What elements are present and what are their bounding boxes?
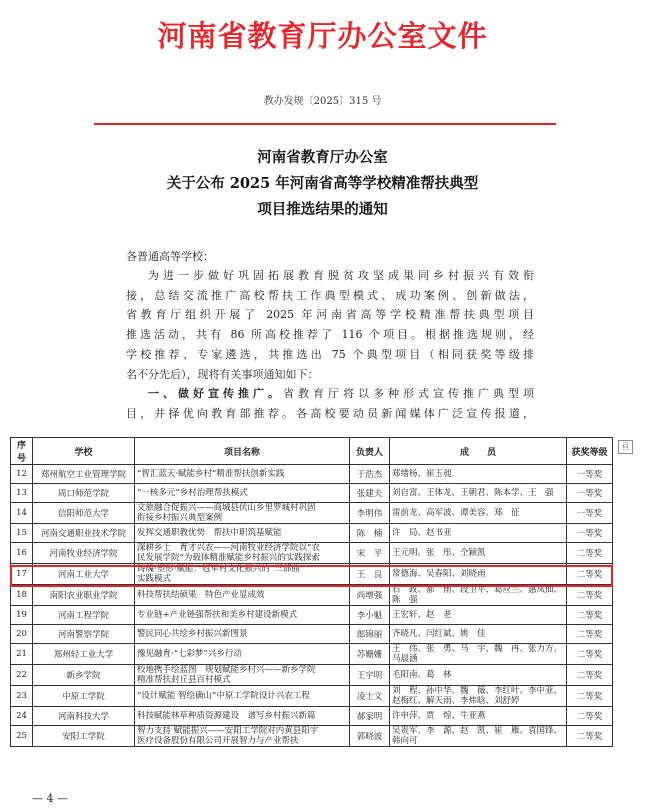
cell-project-line: 民发展学院”为载体精准赋能乡村振兴的实践探索 xyxy=(137,553,320,563)
cell-project xyxy=(135,465,350,484)
table-row xyxy=(11,564,613,585)
cell-project xyxy=(135,665,350,686)
cell-members xyxy=(390,524,567,543)
body-paragraph xyxy=(126,266,534,424)
cell-award: 二等奖 xyxy=(567,707,613,726)
cell-school: 河南牧业经济学院 xyxy=(33,543,135,564)
cell-school: 河南交通职业技术学院 xyxy=(33,524,135,543)
notice-title-line-1: 河南省教育厅办公室 xyxy=(257,149,388,166)
cell-members xyxy=(390,484,567,503)
cell-leader: 陈 楠 xyxy=(350,524,390,543)
cell-members-line: 吴贵军、李 源、赵 凯、崔 雁、袁国锋、 xyxy=(392,726,563,736)
header-award: 获奖等级 xyxy=(567,438,613,465)
cell-members-line: 郑绪杨、崔玉昶 xyxy=(392,469,452,479)
cell-school: 中原工学院 xyxy=(33,686,135,707)
body-line: 省教育厅组织开展了 2025 年河南省高等学校精准帮扶典型项目 xyxy=(126,308,534,322)
cell-members-line: 刘 程、孙中华、魏 薇、李红叶、李中亚、 xyxy=(392,686,563,696)
cell-members-line: 王宏轩、赵 老 xyxy=(392,610,452,620)
document-number: 教办发规〔2025〕315 号 xyxy=(263,96,382,107)
table-row xyxy=(11,707,613,726)
section-1-heading: 一、做好宣传推广。 xyxy=(148,387,283,401)
section-1-text: 省教育厅将以多种形式宣传推广典型项 xyxy=(283,387,534,401)
document-red-header: 河南省教育厅办公室文件 xyxy=(157,19,488,53)
table-row xyxy=(11,726,613,747)
cell-members-line: 刘自富、王体龙、王朝君、陈本学、王 强 xyxy=(392,488,554,498)
table-body xyxy=(11,465,613,747)
table-side-icon[interactable]: 亘 xyxy=(618,440,633,454)
header-no: 序号 xyxy=(11,438,33,465)
cell-school: 河南科技大学 xyxy=(33,707,135,726)
cell-project xyxy=(135,644,350,665)
cell-members xyxy=(390,564,567,585)
cell-members-line: 王 伟、张 勇、马 宇、魏 冉、张力方、 xyxy=(392,644,563,654)
salutation: 各普通高等学校： xyxy=(126,250,214,263)
cell-award: 二等奖 xyxy=(567,686,613,707)
cell-members-line: 王元明、张 彤、仝颖凯 xyxy=(392,548,486,558)
header-project: 项目名称 xyxy=(135,438,350,465)
cell-project-line: 科技赋能林草种质资源建设 谱写乡村振兴新篇 xyxy=(137,711,316,721)
body-line: 学校推荐、专家遴选，共推选出 75 个典型项目（相同获奖等级排 xyxy=(126,347,534,361)
cell-project-line: 发挥交通职教优势 帮扶中职筑基赋能 xyxy=(137,528,282,538)
cell-members xyxy=(390,606,567,625)
cell-members-line: 许 局、赵书亚 xyxy=(392,528,452,538)
cell-no: 19 xyxy=(11,606,33,625)
cell-award: 二等奖 xyxy=(567,625,613,644)
cell-project-line: 文旅融合促振兴——商城县伏山乡里罗城村巩固 xyxy=(137,503,316,513)
cell-school: 河南工业大学 xyxy=(33,564,135,585)
cell-no: 12 xyxy=(11,465,33,484)
header-leader: 负责人 xyxy=(350,438,390,465)
cell-members xyxy=(390,707,567,726)
cell-school: 信阳师范大学 xyxy=(33,503,135,524)
cell-leader: 苏姗姗 xyxy=(350,644,390,665)
cell-leader: 郭晓波 xyxy=(350,726,390,747)
table-row xyxy=(11,606,613,625)
cell-members xyxy=(390,465,567,484)
cell-project-line: “一核多元”乡村治理帮扶模式 xyxy=(137,488,248,498)
cell-no: 13 xyxy=(11,484,33,503)
cell-members xyxy=(390,543,567,564)
cell-members xyxy=(390,585,567,606)
cell-no: 23 xyxy=(11,686,33,707)
cell-project-line: “设计赋能 智绘确山”中原工学院设计兴农工程 xyxy=(137,691,310,701)
cell-project xyxy=(135,606,350,625)
award-table-container xyxy=(10,437,612,747)
cell-no: 24 xyxy=(11,707,33,726)
cell-members-line: 陈 强 xyxy=(392,595,418,605)
body-line: 接，总结交流推广高校帮扶工作典型模式、成功案例、创新做法， xyxy=(126,288,534,302)
cell-project-line: 铸魂·塑形·赋能：冠军村文化振兴的“三部曲” xyxy=(137,564,305,574)
header-school: 学校 xyxy=(33,438,135,465)
cell-school: 新乡学院 xyxy=(33,665,135,686)
body-line: 推选活动，共有 86 所高校推荐了 116 个项目。根据推选规则，经 xyxy=(126,328,534,342)
cell-members-line: 齐晓凡、闫红斌、姚 佳 xyxy=(392,629,486,639)
red-divider-line xyxy=(94,123,556,125)
cell-leader: 王 良 xyxy=(350,564,390,585)
table-row xyxy=(11,686,613,707)
cell-leader: 张建夫 xyxy=(350,484,390,503)
cell-project xyxy=(135,625,350,644)
cell-project-line: 豫见融育·“七彩梦”兴乡行动 xyxy=(137,649,242,659)
cell-school: 安阳工学院 xyxy=(33,726,135,747)
cell-members-line: 韩向可 xyxy=(392,736,418,746)
cell-members xyxy=(390,625,567,644)
cell-award: 二等奖 xyxy=(567,585,613,606)
cell-leader: 凌士文 xyxy=(350,686,390,707)
cell-no: 18 xyxy=(11,585,33,606)
cell-project xyxy=(135,503,350,524)
cell-project xyxy=(135,707,350,726)
cell-members-line: 雷前龙、高军波、谭美容、郑 征 xyxy=(392,508,520,518)
notice-title-line-2: 关于公布 2025 年河南省高等学校精准帮扶典型 xyxy=(166,175,479,192)
cell-no: 25 xyxy=(11,726,33,747)
cell-project-line: 衔接乡村振兴典型案例 xyxy=(137,513,223,523)
cell-award: 一等奖 xyxy=(567,484,613,503)
cell-leader: 宋 平 xyxy=(350,543,390,564)
cell-members-line: 石 政、郝 雨、段卫平、葛应兰、惠凤仙、 xyxy=(392,585,563,595)
cell-members xyxy=(390,686,567,707)
cell-leader: 李明伟 xyxy=(350,503,390,524)
cell-no: 20 xyxy=(11,625,33,644)
cell-award: 二等奖 xyxy=(567,644,613,665)
cell-project xyxy=(135,585,350,606)
cell-members-line: 许申萍、贾 煌、牛亚燕 xyxy=(392,711,486,721)
cell-project-line: 智力支持 赋能振兴——安阳工学院对内黄县阳宇 xyxy=(137,726,319,736)
cell-no: 15 xyxy=(11,524,33,543)
cell-award: 二等奖 xyxy=(567,606,613,625)
cell-leader: 郎锦丽 xyxy=(350,625,390,644)
cell-project xyxy=(135,524,350,543)
cell-project-line: 医疗设备股份有限公司开展智力与产业帮扶 xyxy=(137,736,299,746)
cell-school: 河南警察学院 xyxy=(33,625,135,644)
cell-award: 一等奖 xyxy=(567,465,613,484)
cell-no: 22 xyxy=(11,665,33,686)
cell-award: 二等奖 xyxy=(567,564,613,585)
cell-no: 17 xyxy=(11,564,33,585)
cell-no: 21 xyxy=(11,644,33,665)
table-row xyxy=(11,644,613,665)
cell-award: 二等奖 xyxy=(567,726,613,747)
cell-project xyxy=(135,543,350,564)
cell-school: 南阳农业职业学院 xyxy=(33,585,135,606)
cell-award: 二等奖 xyxy=(567,543,613,564)
cell-project xyxy=(135,564,350,585)
cell-school: 郑州轻工业大学 xyxy=(33,644,135,665)
cell-leader: 郝家明 xyxy=(350,707,390,726)
table-row xyxy=(11,503,613,524)
cell-project-line: 校地携手绘蓝图 规划赋能乡村兴——新乡学院 xyxy=(137,665,316,675)
section-1-line-2: 目，并择优向教育部推荐。各高校要动员新闻媒体广泛宣传报道， xyxy=(126,406,534,420)
cell-project-line: 实践模式 xyxy=(137,574,172,584)
table-row xyxy=(11,524,613,543)
cell-leader: 王宇明 xyxy=(350,665,390,686)
cell-project-line: 精准帮扶封丘县百村模式 xyxy=(137,675,231,685)
cell-project-line: 深耕乡土 育才兴农——河南牧业经济学院以“农 xyxy=(137,543,320,553)
cell-members xyxy=(390,503,567,524)
table-header-row xyxy=(11,438,613,465)
section-1-line xyxy=(126,384,534,404)
cell-award: 一等奖 xyxy=(567,524,613,543)
cell-leader: 尚增强 xyxy=(350,585,390,606)
cell-members xyxy=(390,726,567,747)
cell-no: 16 xyxy=(11,543,33,564)
cell-school: 郑州航空工业管理学院 xyxy=(33,465,135,484)
page-number: — 4 — xyxy=(32,792,68,805)
table-row xyxy=(11,625,613,644)
header-members: 成 员 xyxy=(390,438,567,465)
cell-members-line: 常德海、吴春阳、刘晓雨 xyxy=(392,569,486,579)
cell-leader: 于浩杰 xyxy=(350,465,390,484)
cell-project xyxy=(135,726,350,747)
award-table xyxy=(10,437,613,747)
cell-members xyxy=(390,665,567,686)
cell-project-line: 科技帮扶结硕果 特色产业显成效 xyxy=(137,590,265,600)
cell-award: 一等奖 xyxy=(567,503,613,524)
cell-project-line: “智汇蓝天·赋能乡村”精准帮扶创新实践 xyxy=(137,469,285,479)
cell-members-line: 赵梅红、解天雨、李炜晗、刘舒婷 xyxy=(392,696,520,706)
cell-school: 周口师范学院 xyxy=(33,484,135,503)
cell-award: 二等奖 xyxy=(567,665,613,686)
cell-project-line: 专业链+产业链强帮扶和美乡村建设新模式 xyxy=(137,610,298,620)
cell-leader: 李小魁 xyxy=(350,606,390,625)
cell-school: 河南工程学院 xyxy=(33,606,135,625)
cell-project xyxy=(135,484,350,503)
table-row xyxy=(11,585,613,606)
cell-project xyxy=(135,686,350,707)
table-row xyxy=(11,465,613,484)
notice-title-line-3: 项目推选结果的通知 xyxy=(257,201,388,218)
table-row xyxy=(11,484,613,503)
body-line: 名不分先后），现将有关事项通知如下： xyxy=(126,367,319,381)
body-line: 为进一步做好巩固拓展教育脱贫攻坚成果同乡村振兴有效衔 xyxy=(148,269,534,282)
cell-members xyxy=(390,644,567,665)
cell-project-line: 警民同心共绘乡村振兴新图景 xyxy=(137,629,248,639)
table-row xyxy=(11,665,613,686)
cell-no: 14 xyxy=(11,503,33,524)
table-row xyxy=(11,543,613,564)
cell-members-line: 马晨涵 xyxy=(392,654,418,664)
cell-members-line: 毛阳南、葛 林 xyxy=(392,670,452,680)
